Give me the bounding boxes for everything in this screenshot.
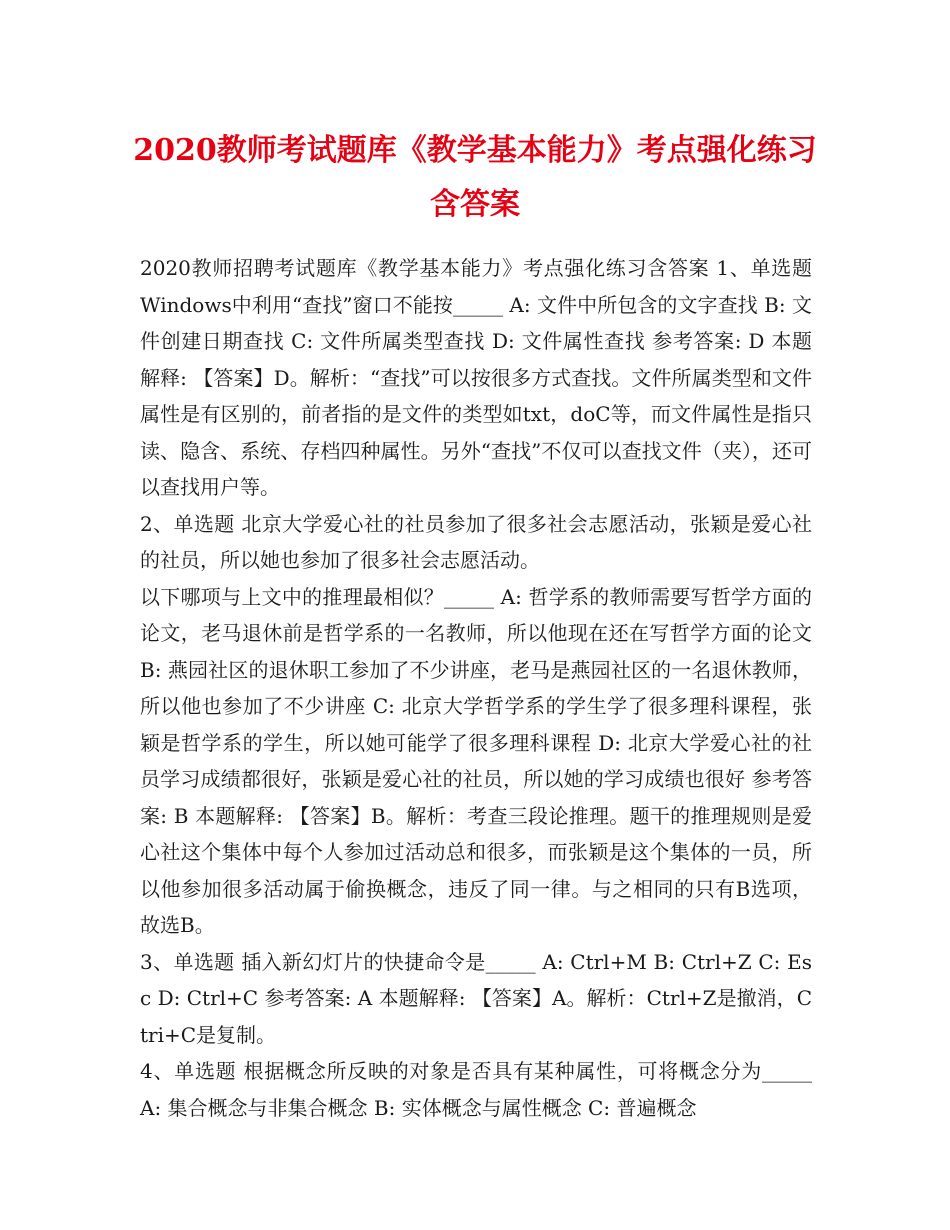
- paragraph-question-3: 3、单选题 插入新幻灯片的快捷命令是_____ A: Ctrl+M B: Ctrl+Z C: Esc D: Ctrl+C 参考答案: A 本题解释: 【答案】A。解析：Ctrl+Z是撤消，Ctri+C是复制。: [140, 949, 812, 1047]
- paragraph-question-2-options: 以下哪项与上文中的推理最相似？_____ A: 哲学系的教师需要写哲学方面的论文，老马退休前是哲学系的一名教师，所以他现在还在写哲学方面的论文 B: 燕园社区的退休职工参加了不少讲座，老马是燕园社区的一名退休教师，所以他也参加了不少讲座 C: 北京大学哲学系的学生学了很多理科课程，张颖是哲学系的学生，所以她可能学了很多理科课程 D: 北京大学爱心社的社员学习成绩都很好，张颖是爱心社的社员，所以她的学习成绩也很好 参考答案: B 本题解释: 【答案】B。解析：考查三段论推理。题干的推理规则是爱心社这个集体中每个人参加过活动总和很多，而张颖是这个集体的一员，所以他参加很多活动属于偷换概念，违反了同一律。与之相同的只有B选项，故选B。: [140, 584, 819, 937]
- paragraph-question-2: 2、单选题 北京大学爱心社的社员参加了很多社会志愿活动，张颖是爱心社的社员，所以她也参加了很多社会志愿活动。: [140, 511, 812, 572]
- document-body: [140, 250, 819, 1126]
- paragraph-question-1: 2020教师招聘考试题库《教学基本能力》考点强化练习含答案 1、单选题 Windows中利用“查找”窗口不能按_____ A: 文件中所包含的文字查找 B: 文件创建日期查找 C: 文件所属类型查找 D: 文件属性查找 参考答案: D 本题解释: 【答案】D。解析：“查找”可以按很多方式查找。文件所属类型和文件属性是有区别的，前者指的是文件的类型如txt，doC等，而文件属性是指只读、隐含、系统、存档四种属性。另外“查找”不仅可以查找文件（夹），还可以查找用户等。: [140, 256, 819, 499]
- document-title: 2020教师考试题库《教学基本能力》考点强化练习含答案: [133, 133, 817, 222]
- paragraph-question-4: 4、单选题 根据概念所反映的对象是否具有某种属性，可将概念分为_____ A: 集合概念与非集合概念 B: 实体概念与属性概念 C: 普遍概念: [140, 1059, 819, 1120]
